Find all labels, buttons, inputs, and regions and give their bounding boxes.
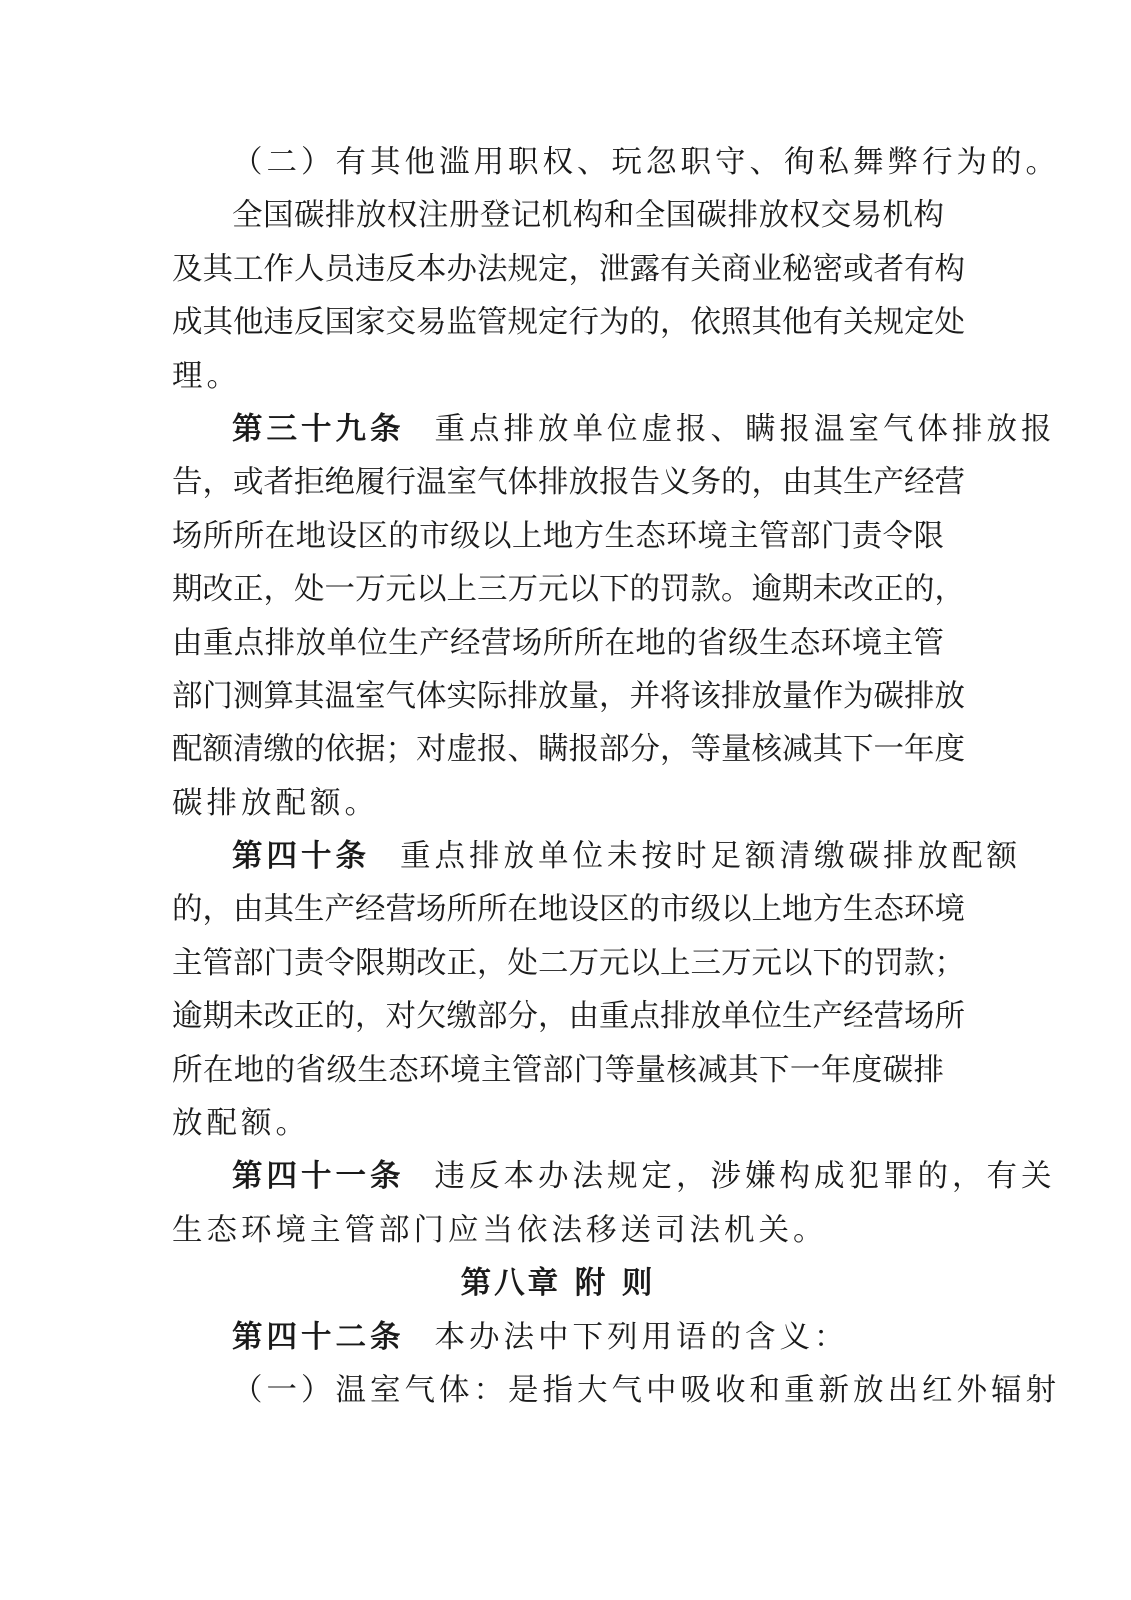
- article-text: 违反本办法规定，涉嫌构成犯罪的，有关: [434, 1159, 1056, 1195]
- article-42-first-line: [172, 1311, 944, 1364]
- article-text: 重点排放单位未按时足额清缴碳排放配额: [400, 839, 1021, 875]
- paragraph-line: 告，或者拒绝履行温室气体排放报告义务的，由其生产经营: [172, 465, 965, 501]
- paragraph-line: 场所所在地设区的市级以上地方生态环境主管部门责令限: [172, 518, 944, 554]
- article-number: 第三十九条: [232, 411, 405, 447]
- document-page: [172, 136, 1060, 1417]
- paragraph-line: 生态环境主管部门应当依法移送司法机关。: [172, 1212, 828, 1248]
- article-text: 重点排放单位虚报、瞒报温室气体排放报: [434, 411, 1056, 447]
- article-number: 第四十条: [232, 839, 370, 875]
- article-text: 本办法中下列用语的含义：: [434, 1319, 849, 1355]
- article-number: 第四十一条: [232, 1159, 405, 1195]
- paragraph-line: 部门测算其温室气体实际排放量，并将该排放量作为碳排放: [172, 678, 965, 714]
- paragraph-line: 的，由其生产经营场所所在地设区的市级以上地方生态环境: [172, 892, 965, 928]
- paragraph-line: 及其工作人员违反本办法规定，泄露有关商业秘密或者有构: [172, 251, 965, 287]
- article-40-first-line: [172, 830, 1021, 883]
- paragraph-line: 期改正，处一万元以上三万元以下的罚款。逾期未改正的，: [172, 572, 965, 608]
- paragraph-line: 放配额。: [172, 1106, 310, 1142]
- paragraph-line: 逾期未改正的，对欠缴部分，由重点排放单位生产经营场所: [172, 999, 965, 1035]
- paragraph-line: 全国碳排放权注册登记机构和全国碳排放权交易机构: [232, 198, 944, 234]
- paragraph-line: 理。: [172, 358, 241, 394]
- paragraph-line: 所在地的省级生态环境主管部门等量核减其下一年度碳排: [172, 1052, 944, 1088]
- paragraph-line: 配额清缴的依据；对虚报、瞒报部分，等量核减其下一年度: [172, 732, 965, 768]
- paragraph-line: （二）有其他滥用职权、玩忽职守、徇私舞弊行为的。: [232, 145, 1060, 180]
- article-41-first-line: [172, 1150, 1056, 1203]
- paragraph-line: 主管部门责令限期改正，处二万元以上三万元以下的罚款；: [172, 945, 965, 981]
- paragraph-line: 碳排放配额。: [172, 785, 379, 821]
- article-39-first-line: [172, 403, 1056, 456]
- paragraph-line: 成其他违反国家交易监管规定行为的，依照其他有关规定处: [172, 305, 965, 341]
- paragraph-line: （一）温室气体：是指大气中吸收和重新放出红外辐射: [232, 1372, 1060, 1408]
- paragraph-line: 由重点排放单位生产经营场所所在地的省级生态环境主管: [172, 625, 944, 661]
- chapter-heading: 第八章 附 则: [460, 1266, 656, 1302]
- article-number: 第四十二条: [232, 1319, 405, 1355]
